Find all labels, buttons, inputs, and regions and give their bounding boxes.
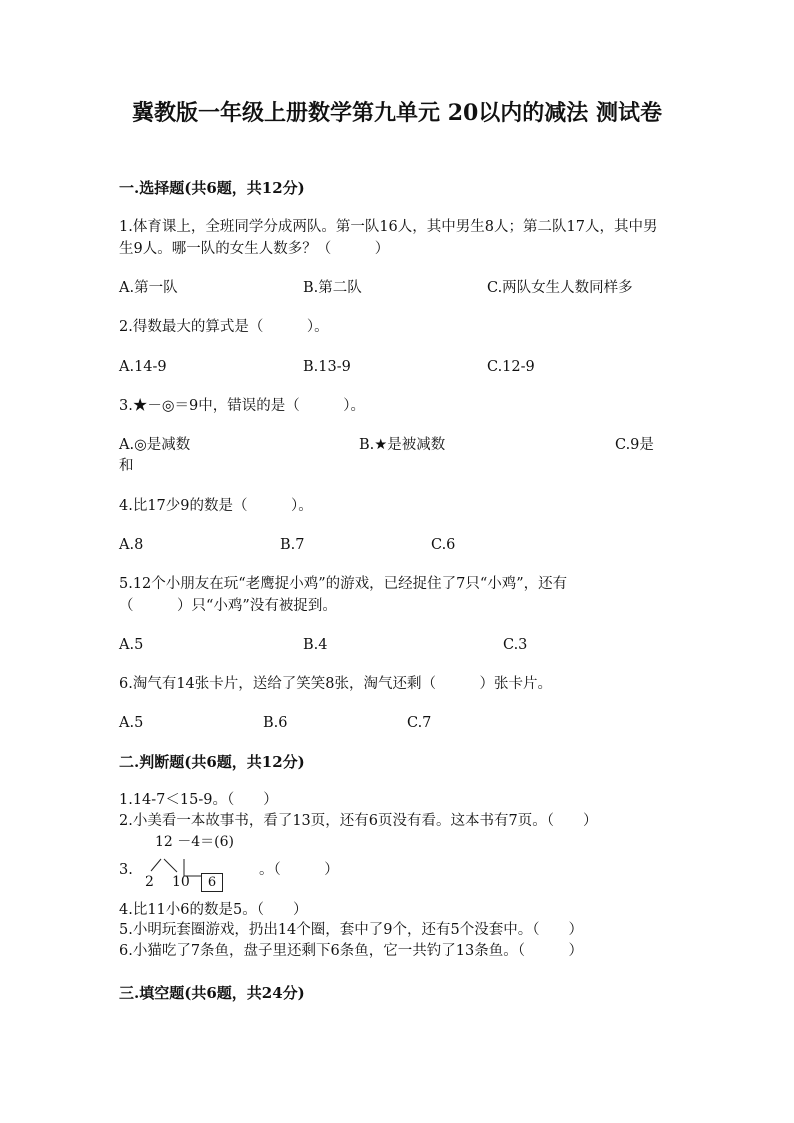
figure-split-left: 2	[145, 874, 154, 890]
judge-item-6: 6.小猫吃了7条鱼，盘子里还剩下6条鱼，它一共钓了13条鱼。（ ）	[119, 943, 583, 959]
subtraction-breakdown-figure	[145, 832, 255, 894]
question-4-stem: 4.比17少9的数是（ ）。	[119, 498, 313, 514]
question-1-stem: 1.体育课上，全班同学分成两队。第一队16人，其中男生8人；第二队17人，其中男生9人。哪一队的女生人数多？（ ）	[119, 219, 658, 257]
question-3-stem: 3.★－◎＝9中，错误的是（ ）。	[119, 398, 365, 414]
question-6-option-a: A.5	[119, 715, 144, 731]
question-3-option-c-wrap: 和	[119, 458, 134, 474]
page-title: 冀教版一年级上册数学第九单元 20以内的减法 测试卷	[132, 100, 662, 126]
question-2-option-a: A.14-9	[119, 359, 167, 375]
question-5-stem-line-1: 5.12个小朋友在玩“老鹰捉小鸡”的游戏，已经捉住了7只“小鸡”，还有	[119, 576, 568, 592]
section-heading-choice: 一.选择题(共6题，共12分)	[119, 179, 305, 197]
question-3-option-a: A.◎是减数	[119, 437, 191, 453]
judge-item-2: 2.小美看一本故事书，看了13页，还有6页没有看。这本书有7页。（ ）	[119, 813, 598, 829]
question-3-option-b: B.★是被减数	[359, 437, 446, 453]
question-1-option-a: A.第一队	[119, 280, 178, 296]
question-5-stem-line-2: （ ）只“小鸡”没有被捉到。	[119, 598, 337, 614]
question-2-option-c: C.12-9	[487, 359, 535, 375]
figure-result-box: 6	[201, 873, 223, 892]
question-3-option-c: C.9是	[615, 437, 654, 453]
question-5-option-a: A.5	[119, 637, 144, 653]
question-6-stem: 6.淘气有14张卡片，送给了笑笑8张，淘气还剩（ ）张卡片。	[119, 676, 553, 692]
question-5-option-c: C.3	[503, 637, 528, 653]
judge-item-3-number: 3.	[119, 862, 133, 878]
question-4-option-c: C.6	[431, 537, 456, 553]
figure-equation: 12 －4＝(6)	[155, 834, 235, 850]
judge-item-3-paren: 。（ ）	[259, 862, 339, 878]
section-heading-fill: 三.填空题(共6题，共24分)	[119, 984, 305, 1002]
question-6-option-b: B.6	[263, 715, 288, 731]
question-2-stem: 2.得数最大的算式是（ ）。	[119, 319, 329, 335]
question-6-option-c: C.7	[407, 715, 432, 731]
question-1-option-b: B.第二队	[303, 280, 362, 296]
judge-item-4: 4.比11小6的数是5。（ ）	[119, 902, 308, 918]
question-4-option-b: B.7	[280, 537, 305, 553]
question-4-option-a: A.8	[119, 537, 144, 553]
judge-item-1: 1.14-7＜15-9。（ ）	[119, 792, 278, 808]
figure-split-right: 10	[172, 874, 190, 890]
question-1-option-c: C.两队女生人数同样多	[487, 280, 633, 296]
question-5-option-b: B.4	[303, 637, 328, 653]
judge-item-5: 5.小明玩套圈游戏，扔出14个圈，套中了9个，还有5个没套中。（ ）	[119, 922, 583, 938]
question-2-option-b: B.13-9	[303, 359, 351, 375]
section-heading-judge: 二.判断题(共6题，共12分)	[119, 753, 305, 771]
